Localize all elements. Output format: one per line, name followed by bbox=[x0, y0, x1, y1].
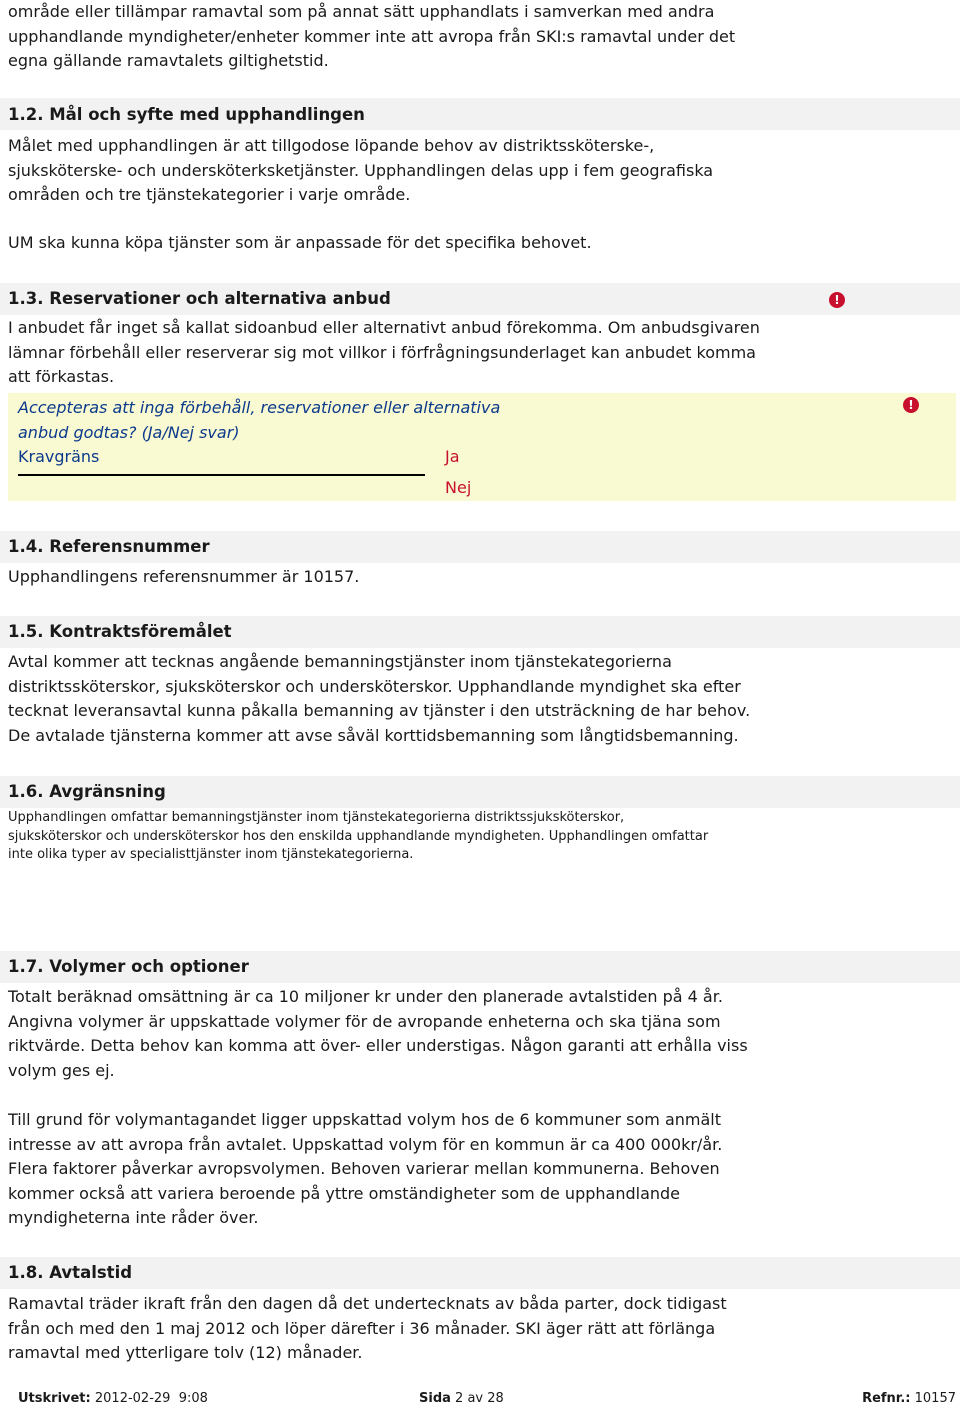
text-line: riktvärde. Detta behov kan komma att över- eller understigas. Någon garanti att erhålla viss bbox=[8, 1036, 748, 1055]
intro-line: egna gällande ramavtalets giltighetstid. bbox=[8, 51, 329, 70]
text-line: distriktssköterskor, sjuksköterskor och undersköterskor. Upphandlande myndighet ska efter bbox=[8, 676, 741, 696]
section-heading-1-3: 1.3. Reservationer och alternativa anbud bbox=[8, 289, 391, 308]
footer-ref bbox=[862, 1389, 956, 1409]
footer-ref-label: Refnr.: bbox=[862, 1391, 911, 1406]
section-1-4-text: Upphandlingens referensnummer är 10157. bbox=[8, 567, 360, 586]
section-header-bar bbox=[0, 1257, 960, 1289]
text-line: volym ges ej. bbox=[8, 1060, 115, 1080]
footer-page bbox=[419, 1389, 504, 1409]
exclamation-circle-icon: ! bbox=[903, 397, 919, 413]
text-line: Avtal kommer att tecknas angående bemanningstjänster inom tjänstekategorierna bbox=[8, 652, 672, 671]
section-heading-1-7: 1.7. Volymer och optioner bbox=[8, 957, 249, 976]
section-1-7-text bbox=[8, 985, 808, 1083]
text-line: från och med den 1 maj 2012 och löper därefter i 36 månader. SKI äger rätt att förlänga bbox=[8, 1318, 716, 1338]
text-line: Upphandlingen omfattar bemanningstjänster inom tjänstekategorierna distriktssjuksköterskor, bbox=[8, 810, 625, 825]
section-heading-1-5: 1.5. Kontraktsföremålet bbox=[8, 622, 232, 641]
text-line: I anbudet får inget så kallat sidoanbud eller alternativt anbud förekomma. Om anbudsgivaren bbox=[8, 318, 760, 337]
text-line: Målet med upphandlingen är att tillgodose löpande behov av distriktssköterske-, bbox=[8, 136, 655, 155]
question-line: Accepteras att inga förbehåll, reservationer eller alternativa bbox=[18, 398, 501, 417]
text-line: kommer också att variera beroende på yttre omständigheter som de upphandlande bbox=[8, 1183, 681, 1203]
text-line: områden och tre tjänstekategorier i varje område. bbox=[8, 185, 411, 204]
footer-page-value: 2 av 28 bbox=[455, 1391, 504, 1406]
section-1-8-text bbox=[8, 1292, 808, 1366]
text-line: Flera faktorer påverkar avropsvolymen. Behoven varierar mellan kommunerna. Behoven bbox=[8, 1159, 720, 1178]
text-line: Totalt beräknad omsättning är ca 10 miljoner kr under den planerade avtalstiden på 4 år. bbox=[8, 987, 723, 1006]
intro-text bbox=[8, 0, 808, 74]
requirement-label: Kravgräns bbox=[18, 447, 100, 466]
text-line: sjuksköterskor och undersköterskor hos den enskilda upphandlande myndigheten. Upphandlingen omfattar bbox=[8, 828, 709, 844]
section-heading-1-2: 1.2. Mål och syfte med upphandlingen bbox=[8, 105, 365, 124]
question-line: anbud godtas? (Ja/Nej svar) bbox=[18, 423, 240, 442]
text-line: inte olika typer av specialisttjänster inom tjänstekategorierna. bbox=[8, 847, 414, 862]
section-1-2-text-2: UM ska kunna köpa tjänster som är anpassade för det specifika behovet. bbox=[8, 233, 592, 252]
footer-printed-value: 2012-02-29 9:08 bbox=[94, 1391, 208, 1406]
text-line: Angivna volymer är uppskattade volymer för de avropande enheterna och ska tjäna som bbox=[8, 1011, 721, 1031]
footer-printed-label: Utskrivet: bbox=[18, 1391, 91, 1406]
text-line: Ramavtal träder ikraft från den dagen då det undertecknats av båda parter, dock tidigast bbox=[8, 1294, 727, 1313]
intro-line: område eller tillämpar ramavtal som på annat sätt upphandlats i samverkan med andra bbox=[8, 2, 715, 21]
text-line: tecknat leveransavtal kunna påkalla bemanning av tjänster i den utsträckning de har behov. bbox=[8, 701, 751, 720]
text-line: att förkastas. bbox=[8, 367, 115, 386]
section-1-2-text bbox=[8, 134, 808, 208]
section-1-5-text bbox=[8, 650, 808, 748]
answer-no[interactable]: Nej bbox=[445, 478, 472, 497]
section-heading-1-6: 1.6. Avgränsning bbox=[8, 782, 166, 801]
intro-line: upphandlande myndigheter/enheter kommer inte att avropa från SKI:s ramavtal under det bbox=[8, 26, 736, 46]
answer-yes[interactable]: Ja bbox=[445, 447, 460, 466]
text-line: De avtalade tjänsterna kommer att avse såväl korttidsbemanning som långtidsbemanning. bbox=[8, 725, 739, 745]
section-heading-1-4: 1.4. Referensnummer bbox=[8, 537, 210, 556]
section-1-6-text bbox=[8, 809, 808, 865]
requirement-underline bbox=[18, 474, 425, 476]
footer-ref-value: 10157 bbox=[914, 1391, 956, 1406]
requirement-question bbox=[18, 395, 558, 445]
section-1-3-text bbox=[8, 316, 808, 390]
text-line: lämnar förbehåll eller reserverar sig mot villkor i förfrågningsunderlaget kan anbudet komma bbox=[8, 342, 756, 362]
exclamation-circle-icon: ! bbox=[829, 292, 845, 308]
text-line: myndigheterna inte råder över. bbox=[8, 1208, 259, 1227]
footer-printed bbox=[18, 1389, 208, 1409]
section-heading-1-8: 1.8. Avtalstid bbox=[8, 1263, 133, 1282]
text-line: ramavtal med ytterligare tolv (12) månader. bbox=[8, 1343, 363, 1362]
section-1-7-text-2 bbox=[8, 1108, 808, 1231]
footer-page-label: Sida bbox=[419, 1391, 451, 1406]
text-line: sjuksköterske- och undersköterksketjänster. Upphandlingen delas upp i fem geografiska bbox=[8, 160, 714, 180]
text-line: Till grund för volymantagandet ligger uppskattad volym hos de 6 kommuner som anmält bbox=[8, 1110, 722, 1129]
text-line: intresse av att avropa från avtalet. Uppskattad volym för en kommun är ca 400 000kr/år. bbox=[8, 1134, 723, 1154]
